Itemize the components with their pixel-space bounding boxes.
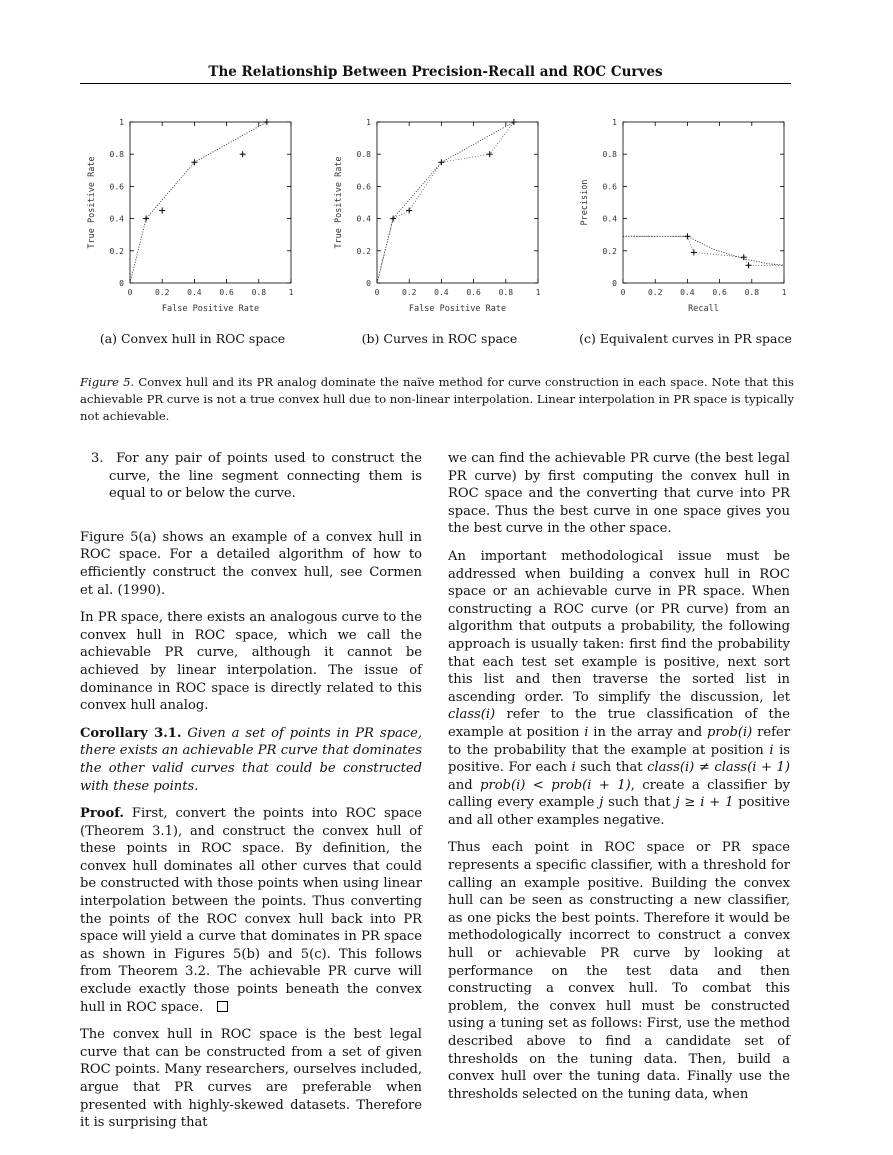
x-axis-label: False Positive Rate [161, 304, 260, 314]
x-axis-label: Recall [688, 304, 719, 314]
math-prob-lt: prob(i) < prob(i + 1) [480, 777, 631, 793]
data-point [691, 249, 697, 255]
data-point [511, 119, 517, 125]
running-header: The Relationship Between Precision-Recall and ROC Curves [208, 64, 663, 80]
text-run: refer to the true classification of the example at position [448, 707, 790, 740]
paragraph-convex-hull: Figure 5(a) shows an example of a convex hull in ROC space. For a detailed algorithm of how to efficiently construct the convex hull, see Cormen et al. (1990). [80, 529, 422, 598]
proof-label: Proof. [80, 806, 124, 822]
x-tick-label: 0.2 [154, 288, 170, 297]
figure-caption-label: Figure 5. [80, 375, 135, 389]
x-tick-label: 0.6 [466, 288, 481, 297]
y-tick-label: 0.2 [356, 246, 371, 256]
x-tick-label: 1 [781, 288, 787, 297]
y-axis-label: Precision [580, 179, 590, 226]
paragraph-pr-space: In PR space, there exists an analogous curve to the convex hull in ROC space, which we call the achievable PR curve, although it cannot be achieved by linear interpolation. The issue of dominance in ROC space is directly related to this convex hull analog. [80, 610, 422, 714]
math-j-geq: j ≥ i + 1 [675, 795, 734, 811]
subcaption-b: (b) Curves in ROC space [361, 331, 518, 346]
subcaption-c: (c) Equivalent curves in PR space [579, 331, 792, 346]
y-tick-label: 0.8 [602, 150, 617, 160]
y-axis-label: True Positive Rate [87, 156, 97, 249]
data-point [390, 216, 396, 222]
plot-c-svg [573, 112, 798, 322]
plot-c [573, 112, 798, 326]
text-run: in the array and [588, 724, 707, 740]
plot-frame [377, 122, 538, 283]
subcaption-a: (a) Convex hull in ROC space [99, 331, 286, 346]
y-tick-label: 0.8 [356, 150, 371, 160]
x-tick-label: 0.6 [219, 288, 234, 297]
figure-caption-text: Convex hull and its PR analog dominate the naïve method for curve construction in each space. Note that this achievable PR curve is not a true convex hull due to non-linear interpolation. Linear interpolation in PR space is typically not achievable. [80, 375, 794, 423]
text-run: such that [575, 760, 648, 776]
right-column [448, 450, 790, 1113]
y-tick-label: 0 [366, 279, 371, 288]
y-tick-label: 0.2 [109, 246, 124, 256]
series-line-naive [377, 122, 538, 283]
left-column [80, 450, 422, 1142]
x-tick-label: 0.8 [251, 288, 267, 297]
text-run: such that [603, 795, 676, 811]
y-tick-label: 1 [366, 118, 371, 127]
y-tick-label: 0.6 [356, 182, 371, 192]
data-point [191, 159, 197, 165]
y-tick-label: 0.8 [109, 150, 124, 160]
list-item-3 [80, 450, 422, 503]
paragraph-best-legal-curve: The convex hull in ROC space is the best legal curve that can be constructed from a set of given ROC points. Many researchers, ourselves included, argue that PR curves are preferable when presented with highly-skewed datasets. Therefore it is surprising that [80, 1027, 422, 1131]
data-point [438, 159, 444, 165]
math-j: j [599, 795, 604, 811]
proof [80, 805, 422, 1016]
corollary [80, 725, 422, 795]
paragraph-methodology [448, 548, 790, 830]
data-point [487, 151, 493, 157]
corollary-label: Corollary 3.1. [80, 725, 182, 741]
math-i: i [584, 724, 589, 740]
math-i: i [769, 742, 774, 758]
math-class-neq: class(i) ≠ class(i + 1) [647, 760, 791, 776]
x-tick-label: 0.8 [744, 288, 760, 297]
x-axis-label: False Positive Rate [408, 304, 507, 314]
list-item-number: 3. [91, 451, 104, 466]
series-line-hull [623, 236, 784, 265]
y-axis-label: True Positive Rate [334, 156, 344, 249]
plot-frame [130, 122, 291, 283]
x-tick-label: 1 [288, 288, 294, 297]
y-tick-label: 0 [119, 279, 124, 288]
x-tick-label: 0.2 [647, 288, 663, 297]
series-line-hull [130, 122, 291, 283]
text-run: positive and all other examples negative. [448, 795, 791, 828]
text-run: refer to the probability that the example at position [448, 724, 790, 758]
x-tick-label: 0.4 [680, 288, 695, 297]
text-run: An important methodological issue must be addressed when building a convex hull in ROC space or an achievable curve in PR space. When constructing a ROC curve (or PR curve) from an algorithm that outputs a probability, the following approach is usually taken: first find the probability that each test set example is positive, next sort this list and then traverse the sorted list in ascending order. To simplify the discussion, let [448, 548, 790, 705]
y-tick-label: 0.6 [109, 182, 124, 192]
data-point [684, 233, 690, 239]
plot-frame [623, 122, 784, 283]
header-rule [80, 83, 791, 84]
series-line-naive [623, 236, 784, 265]
plot-a [80, 112, 305, 326]
y-tick-label: 1 [119, 118, 124, 127]
y-tick-label: 0 [612, 279, 617, 288]
data-point [143, 216, 149, 222]
x-tick-label: 0 [127, 288, 133, 297]
x-tick-label: 0.6 [712, 288, 727, 297]
data-point [406, 208, 412, 214]
x-tick-label: 0 [620, 288, 626, 297]
corollary-text: Given a set of points in PR space, there exists an achievable PR curve that dominates the other valid curves that could be constructed with these points. [80, 725, 423, 794]
x-tick-label: 1 [535, 288, 541, 297]
proof-text: First, convert the points into ROC space (Theorem 3.1), and construct the convex hull of these points in ROC space. By definition, the convex hull dominates all other curves that could be constructed with those points when using linear interpolation between the points. Thus converting the points of the ROC convex hull back into PR space will yield a curve that dominates in PR space as shown in Figures 5(b) and 5(c). This follows from Theorem 3.2. The achievable PR curve will exclude exactly those points beneath the convex hull in ROC space. [80, 806, 422, 1015]
x-tick-label: 0.2 [401, 288, 417, 297]
math-prob-i: prob(i) [706, 724, 753, 740]
text-run: is positive. For each [448, 742, 790, 776]
figure-caption [80, 374, 794, 425]
y-tick-label: 1 [612, 118, 617, 127]
y-tick-label: 0.2 [602, 246, 617, 256]
list-item-text: For any pair of points used to construct the curve, the line segment connecting them is equal to or below the curve. [109, 451, 422, 502]
text-run: and [448, 777, 481, 793]
text-run: , create a classifier by calling every example [448, 777, 791, 811]
plot-b-svg [327, 112, 552, 322]
paragraph-thresholds: Thus each point in ROC space or PR space represents a specific classifier, with a threshold for calling an example positive. Building the convex hull can be seen as constructing a new classifier, as one picks the best points. Therefore it would be methodologically incorrect to construct a convex hull or achievable PR curve by looking at performance on the test data and then constructing a convex hull. To combat this problem, the convex hull must be constructed using a tuning set as follows: First, use the method described above to find a candidate set of thresholds on the tuning data. Then, build a convex hull over the tuning data. Finally use the thresholds selected on the tuning data, when [448, 840, 790, 1102]
math-i: i [571, 760, 576, 776]
data-point [264, 119, 270, 125]
plot-a-svg [80, 112, 305, 322]
y-tick-label: 0.4 [356, 214, 371, 224]
y-tick-label: 0.4 [109, 214, 124, 224]
x-tick-label: 0.8 [498, 288, 514, 297]
x-tick-label: 0 [374, 288, 380, 297]
x-tick-label: 0.4 [187, 288, 202, 297]
paragraph-achievable-pr: we can find the achievable PR curve (the best legal PR curve) by first computing the convex hull in ROC space and the converting that curve into PR space. Thus the best curve in one space gives you the best curve in the other space. [448, 451, 790, 537]
math-class-i: class(i) [448, 707, 496, 723]
data-point [159, 208, 165, 214]
y-tick-label: 0.6 [602, 182, 617, 192]
x-tick-label: 0.4 [434, 288, 449, 297]
series-line-hull [377, 122, 538, 283]
data-point [746, 262, 752, 268]
data-point [240, 151, 246, 157]
qed-box [217, 1001, 228, 1012]
plot-b [327, 112, 552, 326]
y-tick-label: 0.4 [602, 214, 617, 224]
